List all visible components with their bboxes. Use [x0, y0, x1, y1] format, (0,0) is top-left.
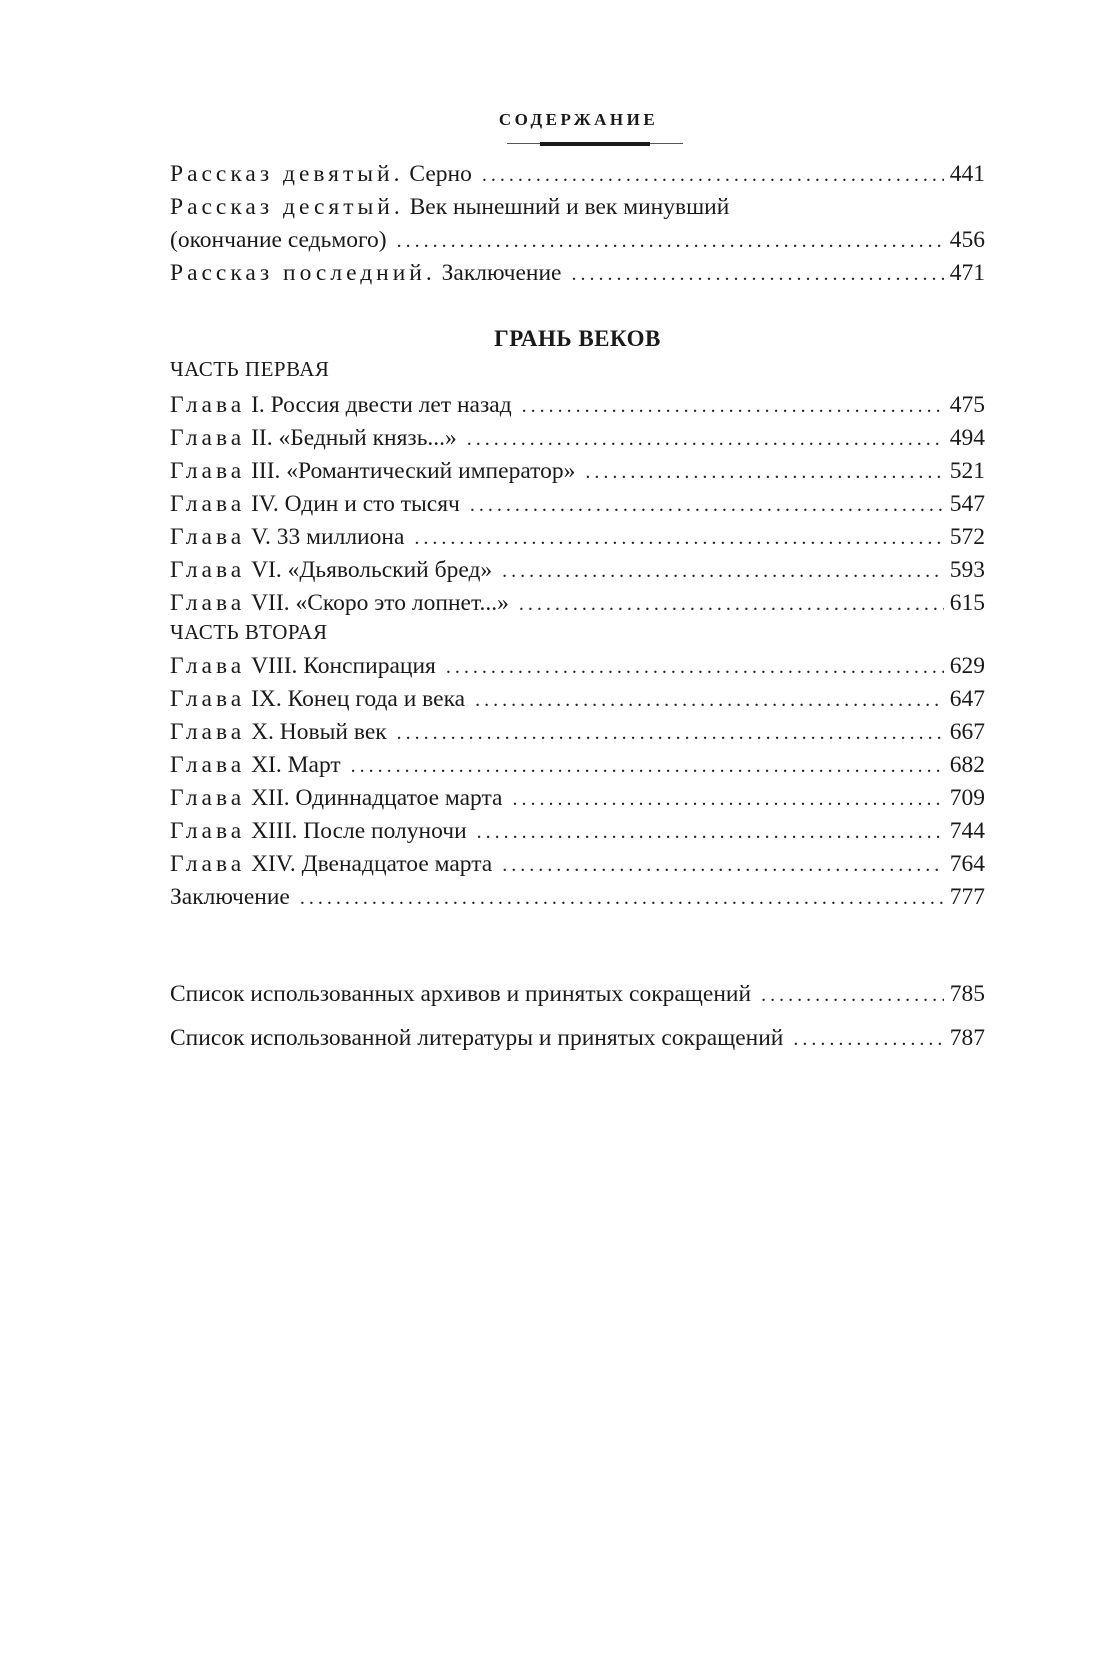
entry-title: IV. Один и сто тысяч: [251, 491, 460, 517]
entry-page: 682: [949, 752, 985, 778]
entry-page: 521: [949, 458, 985, 484]
header-rule-accent: [540, 142, 650, 146]
entry-title: Заключение: [441, 260, 562, 286]
entry-title: Список использованных архивов и принятых сокращений: [170, 981, 752, 1007]
entry-page: 777: [949, 884, 985, 910]
toc-entry[interactable]: [170, 782, 985, 815]
toc-entry[interactable]: [170, 554, 985, 587]
entry-page: 744: [949, 818, 985, 844]
part-title: ЧАСТЬ ВТОРАЯ: [170, 620, 328, 644]
toc-entry[interactable]: [170, 422, 985, 455]
entry-kind: Глава: [170, 458, 246, 484]
entry-page: 785: [949, 981, 985, 1007]
entry-title: VII. «Скоро это лопнет...»: [251, 590, 509, 616]
leader-dots: [414, 522, 943, 555]
entry-title: XIV. Двенадцатое марта: [251, 851, 493, 877]
toc-entry[interactable]: [170, 158, 985, 191]
toc-entry[interactable]: [170, 488, 985, 521]
entry-page: 629: [949, 653, 985, 679]
toc-header: [170, 110, 985, 130]
entry-title: I. Россия двести лет назад: [251, 392, 512, 418]
leader-dots: [351, 750, 944, 783]
toc-entry[interactable]: [170, 815, 985, 848]
toc-entry[interactable]: [170, 257, 985, 290]
entry-title: VI. «Дьявольский бред»: [251, 557, 493, 583]
entry-title: VIII. Конспирация: [251, 653, 436, 679]
toc-appendix-2: [170, 1022, 985, 1055]
leader-dots: [482, 159, 944, 192]
entry-page: 709: [949, 785, 985, 811]
entry-kind: Глава: [170, 557, 246, 583]
toc-entry[interactable]: [170, 749, 985, 782]
entry-page: 593: [949, 557, 985, 583]
toc-heading: СОДЕРЖАНИЕ: [498, 110, 659, 129]
toc-top-block: [170, 158, 985, 290]
entry-title: Век нынешний и век минувший: [409, 194, 730, 220]
entry-title: IX. Конец года и века: [251, 686, 466, 712]
entry-title: X. Новый век: [251, 719, 387, 745]
entry-page: 441: [949, 161, 985, 187]
leader-dots: [502, 555, 944, 588]
entry-kind: Глава: [170, 719, 246, 745]
entry-title: XII. Одиннадцатое марта: [251, 785, 503, 811]
toc-part2-block: [170, 650, 985, 914]
entry-kind: Глава: [170, 425, 246, 451]
leader-dots: [571, 258, 943, 291]
entry-kind: Глава: [170, 491, 246, 517]
toc-entry[interactable]: [170, 978, 985, 1011]
leader-dots: [512, 783, 943, 816]
toc-entry[interactable]: [170, 650, 985, 683]
leader-dots: [761, 979, 944, 1012]
leader-dots: [585, 456, 943, 489]
leader-dots: [793, 1023, 943, 1056]
leader-dots: [502, 849, 944, 882]
entry-page: 787: [949, 1025, 985, 1051]
toc-entry[interactable]: [170, 683, 985, 716]
entry-title: XI. Март: [251, 752, 341, 778]
entry-kind: Рассказ десятый.: [170, 194, 404, 220]
toc-entry[interactable]: [170, 716, 985, 749]
entry-continuation: (окончание седьмого): [170, 227, 387, 253]
toc-entry-first-line[interactable]: [170, 191, 985, 224]
leader-dots: [300, 882, 944, 915]
entry-page: 456: [949, 227, 985, 253]
section-title: ГРАНЬ ВЕКОВ: [494, 326, 661, 351]
part-title: ЧАСТЬ ПЕРВАЯ: [170, 357, 330, 381]
toc-entry[interactable]: [170, 587, 985, 620]
toc-part1-block: [170, 389, 985, 620]
leader-dots: [467, 423, 944, 456]
toc-entry[interactable]: [170, 881, 985, 914]
entry-kind: Глава: [170, 752, 246, 778]
leader-dots: [446, 651, 944, 684]
entry-kind: Рассказ девятый.: [170, 161, 404, 187]
entry-kind: Глава: [170, 851, 246, 877]
toc-entry[interactable]: [170, 1022, 985, 1055]
leader-dots: [519, 588, 944, 621]
leader-dots: [470, 489, 944, 522]
toc-entry[interactable]: [170, 455, 985, 488]
entry-kind: Глава: [170, 653, 246, 679]
entry-kind: Глава: [170, 785, 246, 811]
entry-page: 471: [949, 260, 985, 286]
entry-kind: Глава: [170, 686, 246, 712]
toc-entry[interactable]: [170, 389, 985, 422]
entry-page: 764: [949, 851, 985, 877]
leader-dots: [477, 816, 944, 849]
entry-kind: Глава: [170, 590, 246, 616]
entry-page: 547: [949, 491, 985, 517]
entry-page: 494: [949, 425, 985, 451]
entry-title: II. «Бедный князь...»: [251, 425, 457, 451]
entry-title: Серно: [409, 161, 472, 187]
entry-page: 667: [949, 719, 985, 745]
toc-appendix-1: [170, 978, 985, 1011]
leader-dots: [397, 225, 944, 258]
leader-dots: [397, 717, 944, 750]
toc-entry[interactable]: [170, 848, 985, 881]
leader-dots: [522, 390, 944, 423]
entry-kind: Глава: [170, 392, 246, 418]
entry-title: Заключение: [170, 884, 290, 910]
entry-title: XIII. После полуночи: [251, 818, 467, 844]
entry-title: Список использованной литературы и принятых сокращений: [170, 1025, 784, 1051]
toc-entry[interactable]: [170, 521, 985, 554]
entry-page: 572: [949, 524, 985, 550]
entry-kind: Рассказ последний.: [170, 260, 436, 286]
toc-entry-continuation[interactable]: [170, 224, 985, 257]
entry-page: 475: [949, 392, 985, 418]
entry-title: V. 33 миллиона: [251, 524, 405, 550]
leader-dots: [475, 684, 944, 717]
entry-kind: Глава: [170, 524, 246, 550]
entry-title: III. «Романтический император»: [251, 458, 576, 484]
entry-page: 647: [949, 686, 985, 712]
entry-kind: Глава: [170, 818, 246, 844]
entry-page: 615: [949, 590, 985, 616]
